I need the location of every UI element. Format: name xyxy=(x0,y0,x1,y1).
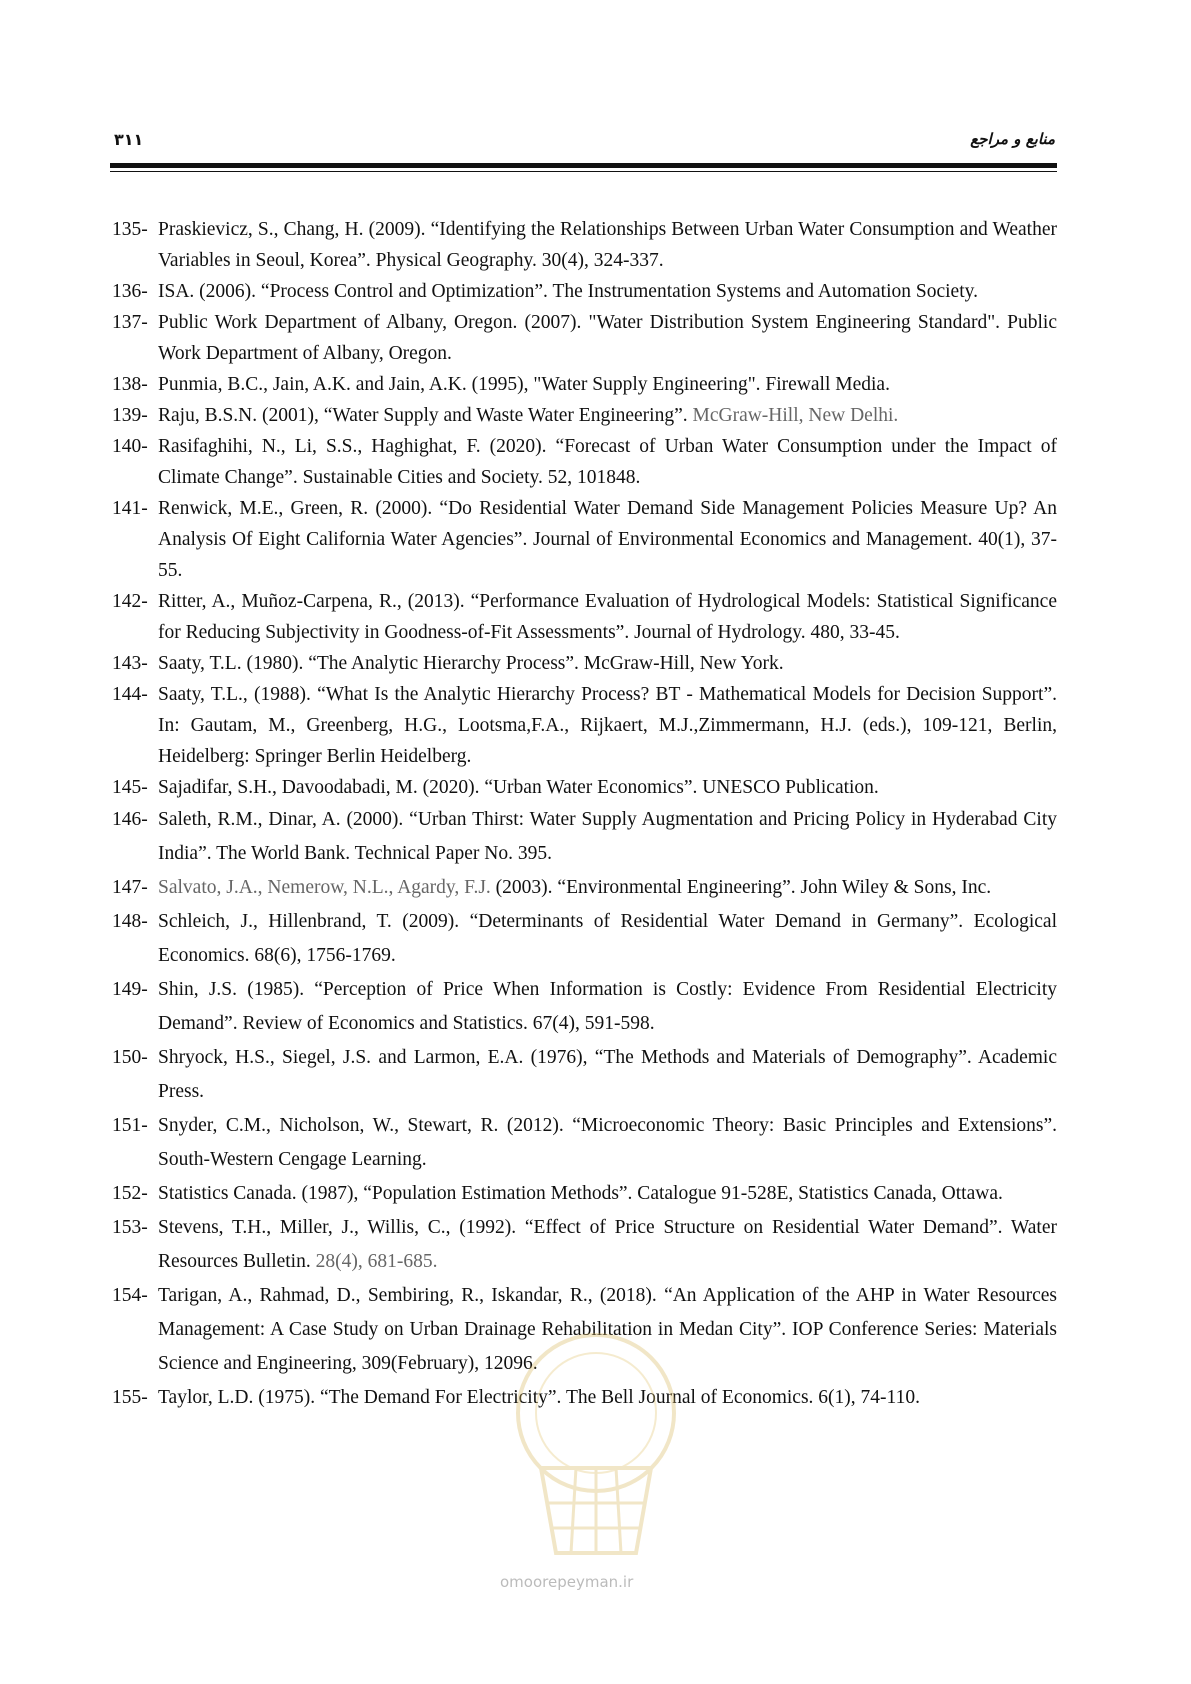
reference-text: (2003). “Environmental Engineering”. John Wiley & Sons, Inc. xyxy=(490,877,992,898)
reference-item xyxy=(112,493,1057,586)
reference-number: 150- xyxy=(112,1047,148,1068)
header-rule-thick xyxy=(110,163,1057,168)
reference-number: 146- xyxy=(112,809,148,830)
section-title: منابع و مراجع xyxy=(970,130,1055,148)
reference-item xyxy=(112,431,1057,493)
watermark-seal-icon xyxy=(486,1318,706,1568)
reference-item xyxy=(112,871,1057,905)
reference-number: 148- xyxy=(112,911,148,932)
reference-text: Saleth, R.M., Dinar, A. (2000). “Urban Thirst: Water Supply Augmentation and Pricing Policy in Hyderabad City India”. The World Bank. Technical Paper No. 395. xyxy=(158,809,1057,864)
reference-text: Ritter, A., Muñoz-Carpena, R., (2013). “Performance Evaluation of Hydrological Models: Statistical Significance for Reducing Subjectivity in Goodness-of-Fit Assessments”. Journal of Hydrology. 480, 33-45. xyxy=(158,591,1057,643)
reference-item xyxy=(112,214,1057,276)
reference-number: 154- xyxy=(112,1285,148,1306)
header-rule-thin xyxy=(110,171,1057,172)
reference-number: 142- xyxy=(112,591,148,612)
reference-text: Rasifaghihi, N., Li, S.S., Haghighat, F. (2020). “Forecast of Urban Water Consumption under the Impact of Climate Change”. Sustainable Cities and Society. 52, 101848. xyxy=(158,436,1057,488)
reference-item xyxy=(112,276,1057,307)
reference-text: Public Work Department of Albany, Oregon. (2007). "Water Distribution System Engineering Standard". Public Work Department of Albany, Oregon. xyxy=(158,312,1057,364)
reference-text: Saaty, T.L. (1980). “The Analytic Hierarchy Process”. McGraw-Hill, New York. xyxy=(158,653,784,674)
watermark-url: omoorepeyman.ir xyxy=(500,1573,634,1591)
reference-text: Taylor, L.D. (1975). “The Demand For Electricity”. The Bell Journal of Economics. 6(1), 74-110. xyxy=(158,1387,920,1408)
reference-number: 144- xyxy=(112,684,148,705)
reference-item xyxy=(112,679,1057,772)
reference-number: 145- xyxy=(112,777,148,798)
reference-item xyxy=(112,369,1057,400)
reference-text: Punmia, B.C., Jain, A.K. and Jain, A.K. (1995), "Water Supply Engineering". Firewall Media. xyxy=(158,374,890,395)
reference-item xyxy=(112,307,1057,369)
reference-tail: McGraw-Hill, New Delhi. xyxy=(687,405,899,426)
reference-number: 136- xyxy=(112,281,148,302)
reference-authors: Salvato, J.A., Nemerow, N.L., Agardy, F.J. xyxy=(158,877,491,898)
reference-number: 151- xyxy=(112,1115,148,1136)
reference-item xyxy=(112,803,1057,871)
reference-text: Schleich, J., Hillenbrand, T. (2009). “Determinants of Residential Water Demand in Germany”. Ecological Economics. 68(6), 1756-1769. xyxy=(158,911,1057,966)
reference-text: Statistics Canada. (1987), “Population Estimation Methods”. Catalogue 91-528E, Statistics Canada, Ottawa. xyxy=(158,1183,1003,1204)
reference-number: 143- xyxy=(112,653,148,674)
reference-list xyxy=(112,214,1057,1415)
reference-number: 140- xyxy=(112,436,148,457)
reference-number: 152- xyxy=(112,1183,148,1204)
reference-text: Praskievicz, S., Chang, H. (2009). “Identifying the Relationships Between Urban Water Consumption and Weather Variables in Seoul, Korea”. Physical Geography. 30(4), 324-337. xyxy=(158,219,1057,271)
reference-text: Tarigan, A., Rahmad, D., Sembiring, R., Iskandar, R., (2018). “An Application of the AHP in Water Resources Management: A Case Study on Urban Drainage Rehabilitation in Medan City”. IOP Conference Series: Materials Science and Engineering, 309(February), 12096. xyxy=(158,1285,1057,1374)
reference-item xyxy=(112,1211,1057,1279)
reference-item xyxy=(112,586,1057,648)
reference-item xyxy=(112,400,1057,431)
reference-number: 147- xyxy=(112,877,148,898)
reference-number: 135- xyxy=(112,219,148,240)
reference-text: Sajadifar, S.H., Davoodabadi, M. (2020). “Urban Water Economics”. UNESCO Publication. xyxy=(158,777,879,798)
reference-text: Shryock, H.S., Siegel, J.S. and Larmon, E.A. (1976), “The Methods and Materials of Demography”. Academic Press. xyxy=(158,1047,1057,1102)
reference-number: 138- xyxy=(112,374,148,395)
reference-number: 141- xyxy=(112,498,148,519)
page-header xyxy=(110,128,1057,154)
reference-number: 149- xyxy=(112,979,148,1000)
reference-number: 153- xyxy=(112,1217,148,1238)
reference-item xyxy=(112,1109,1057,1177)
page-number: ۳۱۱ xyxy=(114,130,144,149)
reference-item xyxy=(112,905,1057,973)
reference-item xyxy=(112,973,1057,1041)
reference-text: Raju, B.S.N. (2001), “Water Supply and Waste Water Engineering”. xyxy=(158,405,688,426)
reference-text: ISA. (2006). “Process Control and Optimization”. The Instrumentation Systems and Automation Society. xyxy=(158,281,978,302)
reference-text: Snyder, C.M., Nicholson, W., Stewart, R. (2012). “Microeconomic Theory: Basic Principles and Extensions”. South-Western Cengage Learning. xyxy=(158,1115,1057,1170)
reference-item xyxy=(112,772,1057,803)
reference-item xyxy=(112,1041,1057,1109)
reference-tail: 28(4), 681-685. xyxy=(310,1251,438,1272)
reference-text: Stevens, T.H., Miller, J., Willis, C., (1992). “Effect of Price Structure on Residential Water Demand”. Water Resources Bulletin. xyxy=(158,1217,1057,1272)
reference-number: 139- xyxy=(112,405,148,426)
reference-item xyxy=(112,1177,1057,1211)
reference-number: 155- xyxy=(112,1387,148,1408)
reference-text: Saaty, T.L., (1988). “What Is the Analytic Hierarchy Process? BT - Mathematical Models for Decision Support”. In: Gautam, M., Greenberg, H.G., Lootsma,F.A., Rijkaert, M.J.,Zimmermann, H.J. (eds.), 109-121, Berlin, Heidelberg: Springer Berlin Heidelberg. xyxy=(158,684,1057,767)
reference-number: 137- xyxy=(112,312,148,333)
reference-item xyxy=(112,648,1057,679)
reference-text: Shin, J.S. (1985). “Perception of Price When Information is Costly: Evidence From Residential Electricity Demand”. Review of Economics and Statistics. 67(4), 591-598. xyxy=(158,979,1057,1034)
reference-text: Renwick, M.E., Green, R. (2000). “Do Residential Water Demand Side Management Policies Measure Up? An Analysis Of Eight California Water Agencies”. Journal of Environmental Economics and Management. 40(1), 37-55. xyxy=(158,498,1057,581)
